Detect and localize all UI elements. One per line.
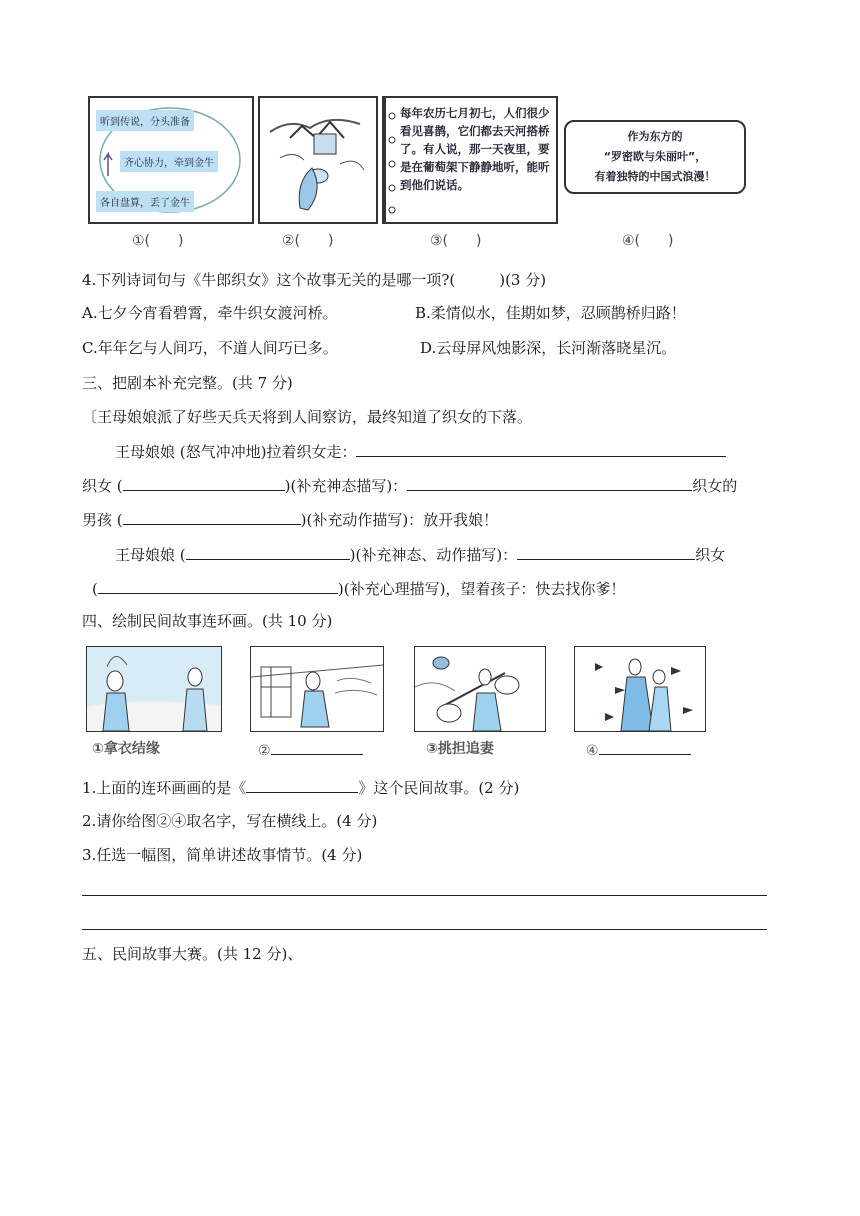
comic-panel-3 bbox=[414, 646, 546, 732]
q4-option-b: B.柔情似水，佳期如梦，忍顾鹊桥归路！ bbox=[415, 304, 686, 322]
top-caption-3: ③( ) bbox=[430, 233, 482, 249]
panel-4-line-1: 作为东方的 bbox=[627, 130, 683, 143]
section-3-title: 三、把剧本补充完整。(共 7 分) bbox=[82, 374, 293, 392]
s4-question-1 bbox=[82, 776, 519, 798]
s4-question-3: 3.任选一幅图，简单讲述故事情节。(4 分) bbox=[82, 846, 363, 864]
script-line-3 bbox=[82, 508, 498, 530]
s4-question-1-blank[interactable] bbox=[246, 776, 358, 793]
comic-caption-4-num: ④ bbox=[586, 743, 599, 759]
script-line-5 bbox=[92, 577, 625, 599]
script-line-2-tail: 织女的 bbox=[692, 477, 738, 495]
comic-picture-4 bbox=[575, 647, 705, 731]
spiral-binding-icon bbox=[386, 98, 398, 222]
script-line-2-hint: )(补充神态描写)： bbox=[284, 477, 408, 495]
script-line-4-tail: 织女 bbox=[695, 546, 726, 564]
section-4-title: 四、绘制民间故事连环画。(共 10 分) bbox=[82, 612, 333, 630]
top-caption-2: ②( ) bbox=[282, 233, 334, 249]
script-line-4-hint: )(补充神态、动作描写)： bbox=[349, 546, 518, 564]
s4-question-1-text: 1.上面的连环画画的是《 bbox=[82, 779, 247, 797]
comic-caption-4-blank[interactable] bbox=[599, 738, 691, 755]
comic-caption-2 bbox=[258, 738, 363, 759]
script-line-3-hint: )(补充动作描写)：放开我娘！ bbox=[300, 511, 499, 529]
script-line-2 bbox=[82, 474, 737, 496]
q4-stem bbox=[82, 269, 546, 290]
s4-question-2: 2.请你给图②④取名字，写在横线上。(4 分) bbox=[82, 812, 378, 830]
comic-caption-1: ①拿衣结缘 bbox=[92, 741, 160, 757]
script-line-2-role: 织女 ( bbox=[82, 477, 123, 495]
script-blank-4a[interactable] bbox=[186, 543, 350, 560]
panel-2-illustration bbox=[258, 96, 378, 224]
panel-1-story-steps bbox=[88, 96, 254, 224]
answer-line-2[interactable] bbox=[82, 929, 767, 930]
panel-1-line-3: 各自盘算，丢了金牛 bbox=[96, 191, 194, 212]
comic-panel-1 bbox=[86, 646, 222, 732]
section-5-title: 五、民间故事大赛。(共 12 分)、 bbox=[82, 945, 303, 963]
panel-4-line-3: 有着独特的中国式浪漫！ bbox=[594, 170, 716, 183]
q4-option-a: A.七夕今宵看碧霄，牵牛织女渡河桥。 bbox=[82, 304, 338, 322]
q4-stem-text: 4.下列诗词句与《牛郎织女》这个故事无关的是哪一项?( bbox=[82, 271, 456, 289]
top-caption-1: ①( ) bbox=[132, 233, 184, 249]
panel-4-line-2: “罗密欧与朱丽叶”， bbox=[603, 150, 707, 163]
script-blank-3[interactable] bbox=[123, 508, 301, 525]
comic-caption-2-num: ② bbox=[258, 743, 271, 759]
top-caption-4: ④( ) bbox=[622, 233, 674, 249]
script-line-1-text: 王母娘娘 (怒气冲冲地)拉着织女走： bbox=[115, 443, 357, 461]
script-line-3-role: 男孩 ( bbox=[82, 511, 123, 529]
comic-caption-2-blank[interactable] bbox=[271, 738, 363, 755]
script-blank-4b[interactable] bbox=[517, 543, 695, 560]
script-blank-1[interactable] bbox=[356, 440, 726, 457]
comic-caption-3: ③挑担追妻 bbox=[426, 741, 494, 757]
script-blank-2b[interactable] bbox=[407, 474, 692, 491]
comic-picture-2 bbox=[251, 647, 383, 731]
comic-caption-4 bbox=[586, 738, 691, 759]
script-line-5-open: ( bbox=[92, 580, 98, 598]
panel-3-text: 每年农历七月初七，人们很少看见喜鹊，它们都去天河搭桥了。有人说，那一天夜里，要是在葡萄架下静静地听，能听到他们说话。 bbox=[400, 106, 550, 192]
q4-option-c: C.年年乞与人间巧，不道人间巧已多。 bbox=[82, 339, 338, 357]
panel-3-notebook bbox=[382, 96, 558, 224]
magpie-bridge-picture bbox=[260, 98, 376, 222]
script-line-1 bbox=[115, 440, 726, 462]
comic-panel-2 bbox=[250, 646, 384, 732]
script-blank-2a[interactable] bbox=[123, 474, 285, 491]
s4-question-1-score: 》这个民间故事。(2 分) bbox=[358, 779, 520, 797]
comic-panel-4 bbox=[574, 646, 706, 732]
comic-picture-3 bbox=[415, 647, 545, 731]
script-line-4 bbox=[115, 543, 725, 565]
q4-option-d: D.云母屏风烛影深，长河渐落晓星沉。 bbox=[420, 339, 677, 357]
answer-line-1[interactable] bbox=[82, 895, 767, 896]
script-line-4-role: 王母娘娘 ( bbox=[115, 546, 186, 564]
comic-picture-1 bbox=[87, 647, 221, 731]
script-blank-5[interactable] bbox=[98, 577, 338, 594]
panel-1-line-2: 齐心协力，牵到金牛 bbox=[120, 151, 218, 172]
panel-4-banner bbox=[564, 120, 746, 194]
q4-score: )(3 分) bbox=[499, 271, 547, 289]
panel-1-line-1: 听到传说，分头准备 bbox=[96, 110, 194, 131]
script-line-5-hint: )(补充心理描写)，望着孩子：快去找你爹！ bbox=[337, 580, 626, 598]
section-3-intro: 〔王母娘娘派了好些天兵天将到人间察访，最终知道了织女的下落。 bbox=[82, 408, 533, 426]
